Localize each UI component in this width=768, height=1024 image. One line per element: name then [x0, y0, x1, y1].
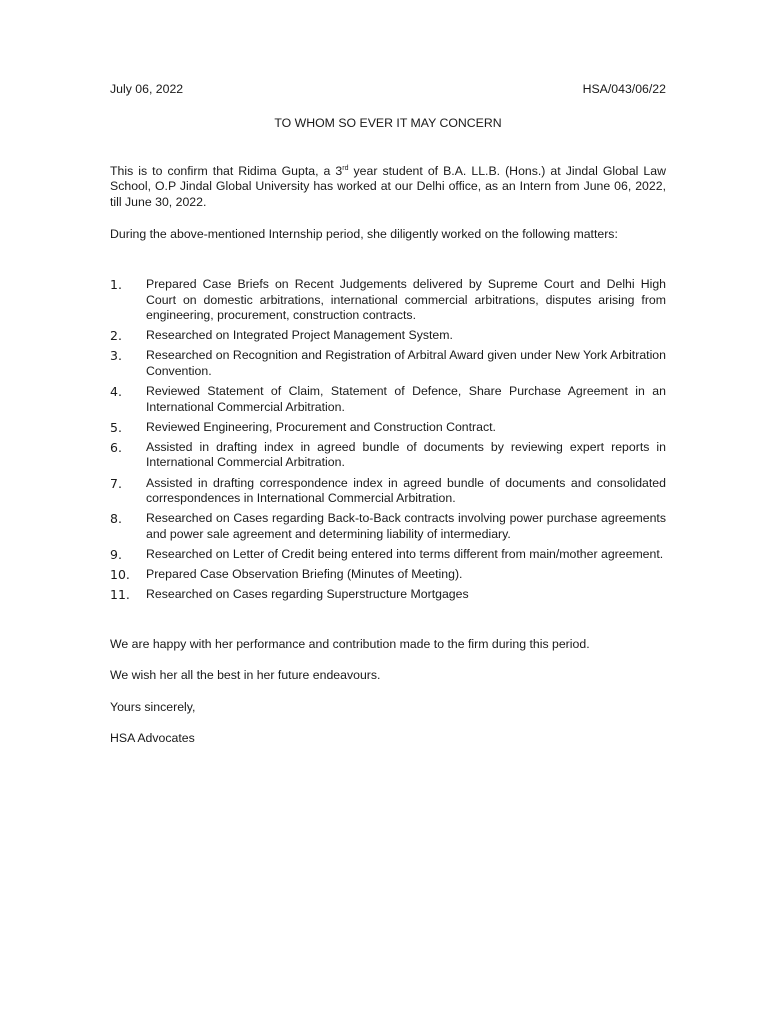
list-item — [110, 384, 666, 415]
list-item — [110, 547, 666, 563]
letter-date: July 06, 2022 — [110, 82, 184, 96]
list-number: 11. — [110, 587, 130, 603]
list-item — [110, 440, 666, 471]
intro-text-part2: year student of B.A. LL.B. (Hons.) at Jindal Global Law School, O.P Jindal Global University has worked at our Delhi office, as an Intern from June 06, 2022, till June 30, 2022. — [110, 163, 666, 209]
list-item-text: Researched on Recognition and Registration of Arbitral Award given under New York Arbitration Convention. — [146, 348, 666, 378]
list-item — [110, 567, 666, 583]
list-number: 2. — [110, 328, 122, 344]
list-item — [110, 511, 666, 542]
list-item — [110, 420, 666, 436]
list-number: 5. — [110, 419, 122, 435]
list-item-text: Researched on Cases regarding Superstructure Mortgages — [146, 587, 469, 602]
list-item-text: Prepared Case Observation Briefing (Minutes of Meeting). — [146, 566, 463, 581]
list-number: 9. — [110, 546, 122, 562]
list-number: 6. — [110, 439, 122, 455]
list-item-text: Researched on Cases regarding Back-to-Back contracts involving power purchase agreements and power sale agreement and determining liability of intermediary. — [146, 511, 666, 541]
list-item-text: Reviewed Engineering, Procurement and Construction Contract. — [146, 419, 496, 434]
list-item-text: Prepared Case Briefs on Recent Judgements delivered by Supreme Court and Delhi High Court on domestic arbitrations, international commercial arbitrations, disputes arising from engineering, procurement, construction contracts. — [146, 276, 666, 323]
list-number: 8. — [110, 511, 122, 527]
matters-list — [110, 277, 666, 603]
list-item — [110, 587, 666, 603]
list-number: 10. — [110, 566, 130, 582]
list-item-text: Researched on Letter of Credit being entered into terms different from main/mother agreement. — [146, 546, 664, 561]
letter-subject: TO WHOM SO EVER IT MAY CONCERN — [274, 116, 502, 130]
reference-number: HSA/043/06/22 — [582, 82, 666, 96]
list-item-text: Assisted in drafting correspondence index in agreed bundle of documents and consolidated correspondences in International Commercial Arbitration. — [146, 475, 666, 506]
letter-header — [110, 82, 666, 98]
signatory-name: HSA Advocates — [110, 731, 195, 746]
salutation: Yours sincerely, — [110, 699, 196, 714]
list-item-text: Researched on Integrated Project Management System. — [146, 328, 453, 343]
list-item-text: Reviewed Statement of Claim, Statement of Defence, Share Purchase Agreement in an International Commercial Arbitration. — [146, 384, 666, 414]
matters-intro: During the above-mentioned Internship period, she diligently worked on the following matters: — [110, 227, 618, 242]
list-number: 7. — [110, 475, 122, 491]
list-number: 3. — [110, 348, 122, 364]
list-item — [110, 476, 666, 507]
wish-paragraph: We wish her all the best in her future endeavours. — [110, 668, 381, 683]
intro-paragraph — [110, 164, 666, 211]
list-item — [110, 348, 666, 379]
letter-page — [110, 82, 666, 747]
list-item — [110, 277, 666, 324]
intro-text-part1: This is to confirm that Ridima Gupta, a 3 — [110, 163, 343, 178]
list-item-text: Assisted in drafting index in agreed bundle of documents by reviewing expert reports in International Commercial Arbitration. — [146, 439, 666, 470]
list-number: 1. — [110, 276, 122, 292]
ordinal-suffix: rd — [342, 164, 349, 172]
list-item — [110, 328, 666, 344]
closing-paragraph: We are happy with her performance and contribution made to the firm during this period. — [110, 636, 590, 651]
list-number: 4. — [110, 384, 122, 400]
